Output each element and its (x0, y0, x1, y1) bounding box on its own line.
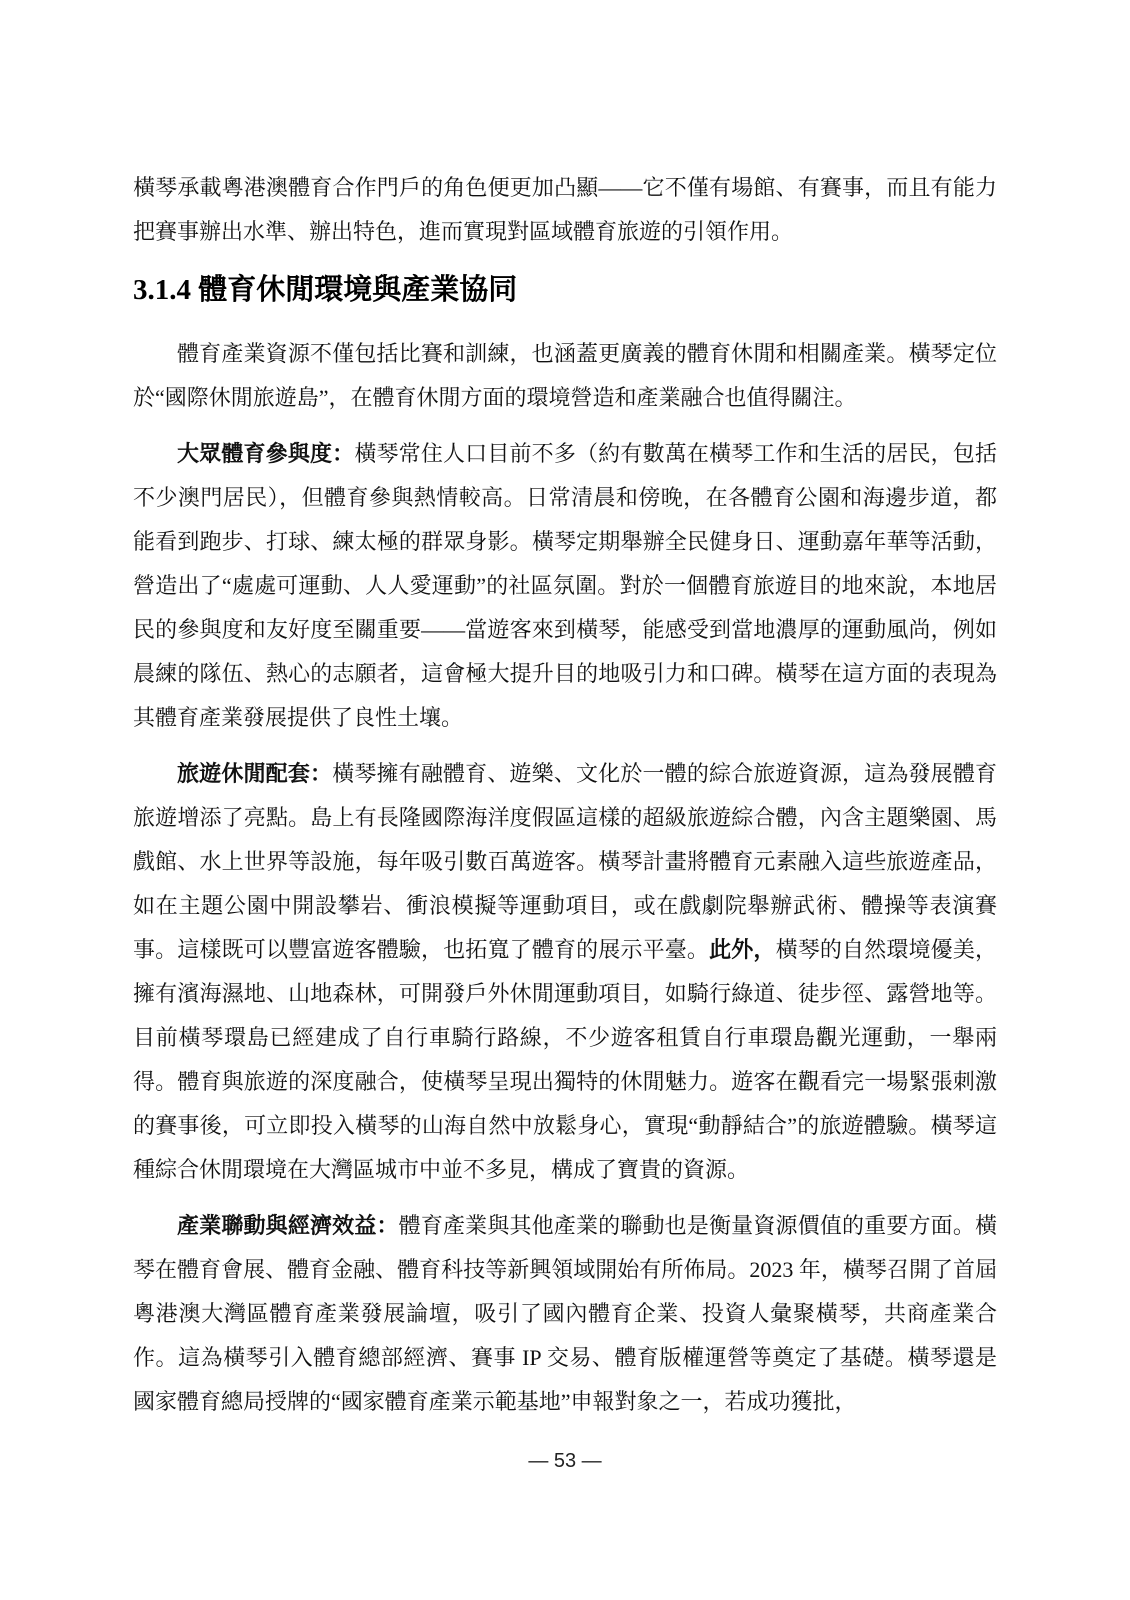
participation-lead: 大眾體育參與度： (177, 441, 355, 466)
section-heading: 3.1.4 體育休閒環境與產業協同 (133, 274, 518, 306)
leisure-paragraph (133, 752, 997, 1192)
page-number: — 53 — (528, 1450, 602, 1472)
leisure-body-first: 橫琴擁有融體育、遊樂、文化於一體的綜合旅遊資源，這為發展體育旅遊增添了亮點。島上有長隆國際海洋度假區這樣的超級旅遊綜合體，內含主題樂園、馬戲館、水上世界等設施，每年吸引數百萬遊客。橫琴計畫將體育元素融入這些旅遊產品，如在主題公園中開設攀岩、衝浪模擬等運動項目，或在戲劇院舉辦武術、體操等表演賽事。這樣既可以豐富遊客體驗，也拓寬了體育的展示平臺。 (133, 761, 997, 962)
leisure-body-second: 橫琴的自然環境優美，擁有濱海濕地、山地森林，可開發戶外休閒運動項目，如騎行綠道、徒步徑、露營地等。目前橫琴環島已經建成了自行車騎行路線，不少遊客租賃自行車環島觀光運動，一舉兩得。體育與旅遊的深度融合，使橫琴呈現出獨特的休閒魅力。遊客在觀看完一場緊張刺激的賽事後，可立即投入橫琴的山海自然中放鬆身心，實現“動靜結合”的旅遊體驗。橫琴這種綜合休閒環境在大灣區城市中並不多見，構成了寶貴的資源。 (133, 937, 997, 1182)
leisure-lead: 旅遊休閒配套： (177, 761, 333, 786)
continuation-paragraph: 橫琴承載粵港澳體育合作門戶的角色便更加凸顯——它不僅有場館、有賽事，而且有能力把賽事辦出水準、辦出特色，進而實現對區域體育旅遊的引領作用。 (133, 175, 997, 244)
industry-body: 體育產業與其他產業的聯動也是衡量資源價值的重要方面。橫琴在體育會展、體育金融、體育科技等新興領域開始有所佈局。2023 年，橫琴召開了首屆粵港澳大灣區體育產業發展論壇，吸引了國內體育企業、投資人彙聚橫琴，共商產業合作。這為橫琴引入體育總部經濟、賽事 IP 交易、體育版權運營等奠定了基礎。橫琴還是國家體育總局授牌的“國家體育產業示範基地”申報對象之一，若成功獲批， (133, 1213, 997, 1414)
industry-paragraph (133, 1204, 997, 1424)
leisure-inline-emphasis: 此外， (709, 937, 776, 962)
participation-body: 橫琴常住人口目前不多（約有數萬在橫琴工作和生活的居民，包括不少澳門居民），但體育參與熱情較高。日常清晨和傍晚，在各體育公園和海邊步道，都能看到跑步、打球、練太極的群眾身影。橫琴定期舉辦全民健身日、運動嘉年華等活動，營造出了“處處可運動、人人愛運動”的社區氛圍。對於一個體育旅遊目的地來說，本地居民的參與度和友好度至關重要——當遊客來到橫琴，能感受到當地濃厚的運動風尚，例如晨練的隊伍、熱心的志願者，這會極大提升目的地吸引力和口碑。橫琴在這方面的表現為其體育產業發展提供了良性土壤。 (133, 441, 997, 730)
industry-lead: 產業聯動與經濟效益： (177, 1213, 399, 1238)
participation-paragraph (133, 432, 997, 740)
intro-paragraph: 體育產業資源不僅包括比賽和訓練，也涵蓋更廣義的體育休閒和相關產業。橫琴定位於“國際休閒旅遊島”，在體育休閒方面的環境營造和產業融合也值得關注。 (133, 341, 997, 410)
